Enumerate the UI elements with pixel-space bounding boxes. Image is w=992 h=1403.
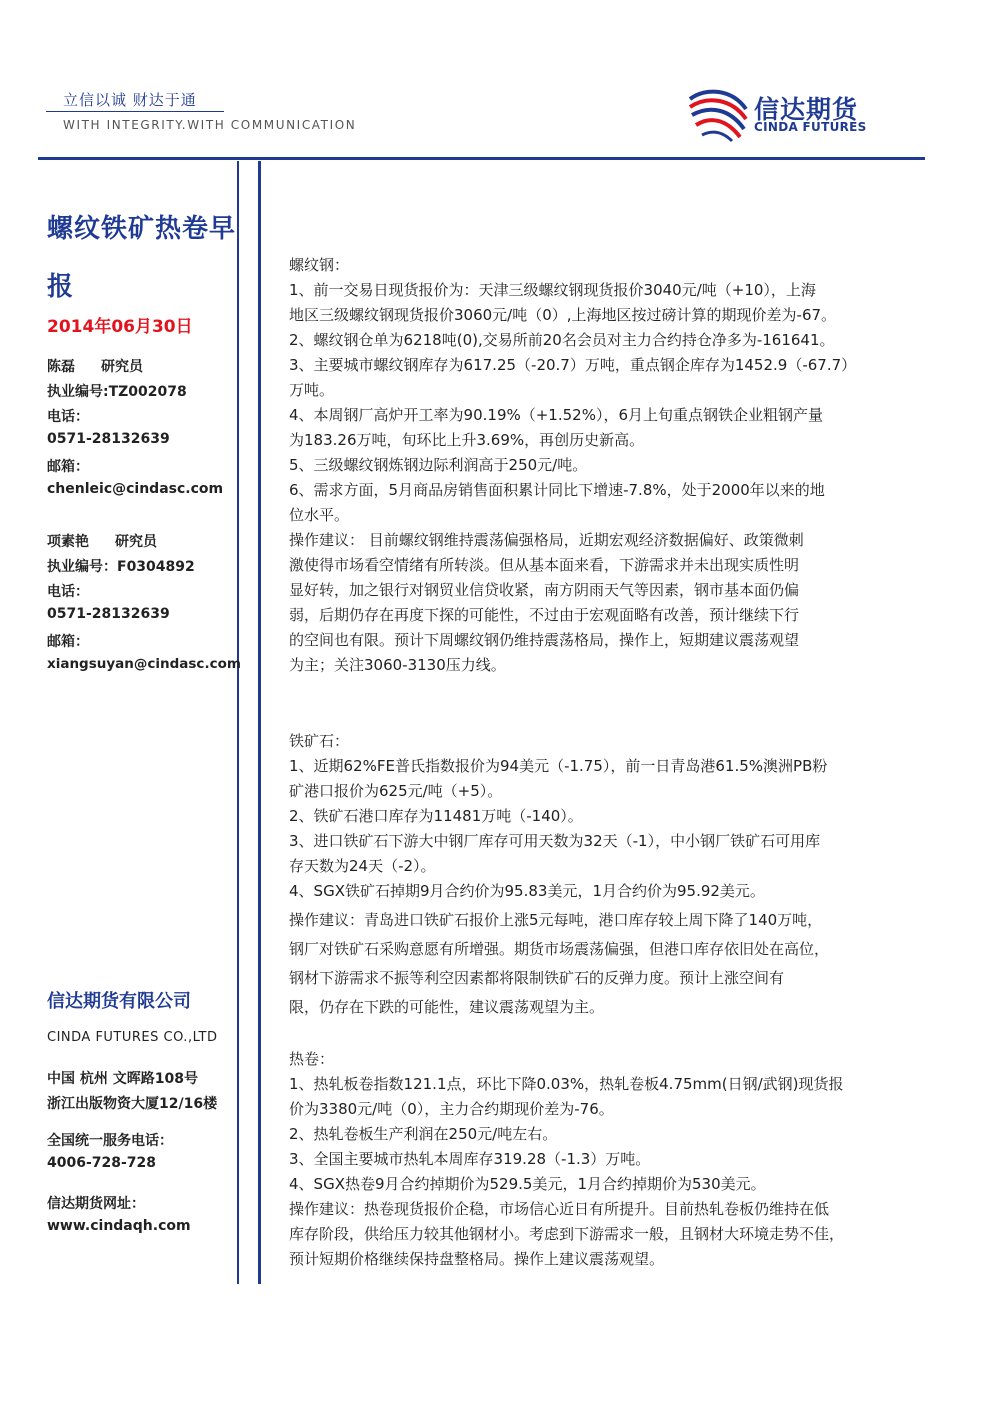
coil-line: 价为3380元/吨（0），主力合约期现价差为-76。 bbox=[289, 1100, 614, 1118]
company-address-line1: 中国 杭州 文晖路108号 bbox=[47, 1071, 198, 1087]
analyst2-name: 项素艳 bbox=[47, 534, 89, 550]
coil-line: 4、SGX热卷9月合约掉期价为529.5美元，1月合约掉期价为530美元。 bbox=[289, 1175, 766, 1193]
coil-line: 预计短期价格继续保持盘整格局。操作上建议震荡观望。 bbox=[289, 1250, 665, 1268]
report-title-line1: 螺纹铁矿热卷早 bbox=[47, 214, 237, 244]
rebar-line: 操作建议： 目前螺纹钢维持震荡偏强格局，近期宏观经济数据偏好、政策微刺 bbox=[289, 531, 804, 549]
ore-line: 3、进口铁矿石下游大中钢厂库存可用天数为32天（-1），中小钢厂铁矿石可用库 bbox=[289, 832, 821, 850]
website-label: 信达期货网址： bbox=[47, 1196, 145, 1212]
logo-chinese-text: 信达期货 bbox=[754, 95, 859, 124]
analyst1-name-row bbox=[47, 356, 143, 376]
rebar-line: 1、前一交易日现货报价为：天津三级螺纹钢现货报价3040元/吨（+10），上海 bbox=[289, 281, 816, 299]
ore-line: 存天数为24天（-2）。 bbox=[289, 857, 436, 875]
ore-line: 矿港口报价为625元/吨（+5）。 bbox=[289, 782, 503, 800]
analyst1-name: 陈磊 bbox=[47, 359, 75, 375]
analyst1-role: 研究员 bbox=[101, 359, 143, 375]
coil-line: 1、热轧板卷指数121.1点，环比下降0.03%，热轧卷板4.75mm(日钢/武钢)现货报 bbox=[289, 1075, 844, 1093]
rebar-line: 5、三级螺纹钢炼钢边际利润高于250元/吨。 bbox=[289, 456, 588, 474]
ore-advice-line: 钢厂对铁矿石采购意愿有所增强。期货市场震荡偏强，但港口库存依旧处在高位， bbox=[289, 940, 830, 958]
rebar-line: 地区三级螺纹钢现货报价3060元/吨（0）,上海地区按过磅计算的期现价差为-67。 bbox=[289, 306, 837, 324]
ore-line: 2、铁矿石港口库存为11481万吨（-140）。 bbox=[289, 807, 583, 825]
analyst1-email-label: 邮箱： bbox=[47, 459, 89, 475]
report-title-line2: 报 bbox=[47, 272, 75, 302]
rebar-line: 为183.26万吨，旬环比上升3.69%，再创历史新高。 bbox=[289, 431, 645, 449]
company-name: 信达期货有限公司 bbox=[47, 991, 191, 1012]
report-title bbox=[47, 200, 237, 316]
rebar-line: 4、本周钢厂高炉开工率为90.19%（+1.52%），6月上旬重点钢铁企业粗钢产量 bbox=[289, 406, 824, 424]
analyst2-email[interactable]: xiangsuyan@cindasc.com bbox=[47, 656, 241, 672]
hotline-number: 4006-728-728 bbox=[47, 1155, 157, 1171]
ore-line: 铁矿石： bbox=[289, 732, 350, 750]
column-divider-left bbox=[237, 161, 239, 1284]
motto-english: WITH INTEGRITY.WITH COMMUNICATION bbox=[63, 118, 357, 132]
ore-advice-line: 钢材下游需求不振等利空因素都将限制铁矿石的反弹力度。预计上涨空间有 bbox=[289, 969, 785, 987]
rebar-line: 螺纹钢： bbox=[289, 256, 350, 274]
analyst2-phone: 0571-28132639 bbox=[47, 606, 170, 622]
rebar-line: 2、螺纹钢仓单为6218吨(0),交易所前20名会员对主力合约持仓净多为-161641。 bbox=[289, 331, 835, 349]
ore-line: 4、SGX铁矿石掉期9月合约价为95.83美元，1月合约价为95.92美元。 bbox=[289, 882, 765, 900]
analyst2-phone-label: 电话： bbox=[47, 584, 89, 600]
rebar-line: 为主；关注3060-3130压力线。 bbox=[289, 656, 506, 674]
analyst2-license: 执业编号：F0304892 bbox=[47, 559, 195, 575]
ore-advice-line: 操作建议：青岛进口铁矿石报价上涨5元每吨，港口库存较上周下降了140万吨， bbox=[289, 911, 823, 929]
analyst1-phone: 0571-28132639 bbox=[47, 431, 170, 447]
report-date: 2014年06月30日 bbox=[47, 317, 193, 337]
cinda-logo-mark-icon bbox=[688, 85, 750, 143]
analyst2-email-label: 邮箱： bbox=[47, 634, 89, 650]
coil-line: 库存阶段，供给压力较其他钢材小。考虑到下游需求一般，且钢材大环境走势不佳， bbox=[289, 1225, 845, 1243]
company-name-english: CINDA FUTURES CO.,LTD bbox=[47, 1030, 218, 1045]
analyst1-phone-label: 电话： bbox=[47, 409, 89, 425]
ore-line: 1、近期62%FE普氏指数报价为94美元（-1.75），前一日青岛港61.5%澳洲PB粉 bbox=[289, 757, 828, 775]
rebar-line: 位水平。 bbox=[289, 506, 350, 524]
coil-line: 2、热轧卷板生产利润在250元/吨左右。 bbox=[289, 1125, 558, 1143]
rebar-line: 弱，后期仍存在再度下探的可能性，不过由于宏观面略有改善，预计继续下行 bbox=[289, 606, 800, 624]
logo-english-text: CINDA FUTURES bbox=[754, 120, 867, 134]
analyst2-name-row bbox=[47, 531, 157, 551]
rebar-line: 激使得市场看空情绪有所转淡。但从基本面来看，下游需求并未出现实质性明 bbox=[289, 556, 800, 574]
analyst2-role: 研究员 bbox=[115, 534, 157, 550]
rebar-line: 6、需求方面，5月商品房销售面积累计同比下增速-7.8%，处于2000年以来的地 bbox=[289, 481, 825, 499]
hotline-label: 全国统一服务电话： bbox=[47, 1133, 173, 1149]
rebar-line: 的空间也有限。预计下周螺纹钢仍维持震荡格局，操作上，短期建议震荡观望 bbox=[289, 631, 800, 649]
rebar-line: 万吨。 bbox=[289, 381, 335, 399]
website-link[interactable]: www.cindaqh.com bbox=[47, 1218, 191, 1234]
coil-line: 3、全国主要城市热轧本周库存319.28（-1.3）万吨。 bbox=[289, 1150, 651, 1168]
motto-chinese: 立信以诚 财达于通 bbox=[63, 91, 197, 109]
coil-line: 操作建议：热卷现货报价企稳，市场信心近日有所提升。目前热轧卷板仍维持在低 bbox=[289, 1200, 830, 1218]
motto-underline bbox=[46, 111, 224, 112]
analyst1-license: 执业编号:TZ002078 bbox=[47, 384, 187, 400]
company-address-line2: 浙江出版物资大厦12/16楼 bbox=[47, 1096, 218, 1112]
ore-advice-line: 限，仍存在下跌的可能性，建议震荡观望为主。 bbox=[289, 998, 605, 1016]
analyst1-email[interactable]: chenleic@cindasc.com bbox=[47, 481, 224, 497]
rebar-line: 显好转，加之银行对钢贸业信贷收紧，南方阴雨天气等因素，钢市基本面仍偏 bbox=[289, 581, 800, 599]
rebar-line: 3、主要城市螺纹钢库存为617.25（-20.7）万吨，重点钢企库存为1452.9（-67.7） bbox=[289, 356, 857, 374]
cinda-logo bbox=[688, 85, 923, 145]
header-rule bbox=[38, 157, 925, 160]
coil-line: 热卷： bbox=[289, 1050, 335, 1068]
column-divider-right bbox=[258, 161, 261, 1284]
